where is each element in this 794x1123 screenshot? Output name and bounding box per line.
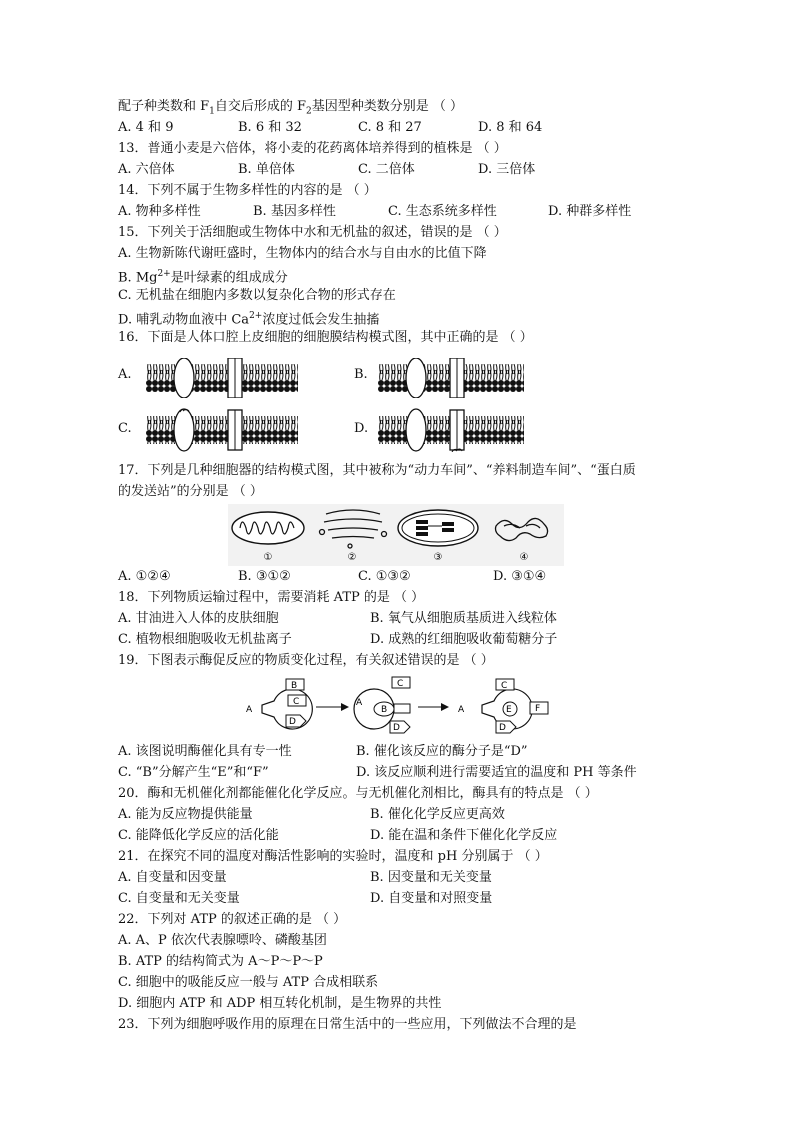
q17-options: [118, 566, 688, 587]
q16-row-2: [118, 402, 688, 456]
q16-label-c[interactable]: C.: [118, 421, 132, 436]
q13-options: [118, 159, 688, 180]
q15-option-d-text: D. 哺乳动物血液中 Ca: [118, 312, 250, 328]
q14-option-d[interactable]: D. 种群多样性: [548, 204, 632, 219]
q12-stem: [118, 96, 688, 117]
q19-option-d[interactable]: D. 该反应顺利进行需要适宜的温度和 PH 等条件: [356, 765, 637, 780]
organelle-label-1: ①: [263, 552, 273, 563]
q15-option-b[interactable]: [118, 264, 688, 285]
substrate-label-c: C: [293, 697, 300, 707]
q17-option-d[interactable]: D. ③①④: [493, 569, 547, 584]
q13-option-a[interactable]: A. 六倍体: [118, 162, 175, 177]
q12-option-d[interactable]: D. 8 和 64: [478, 120, 543, 135]
q20-options-2: [118, 825, 688, 846]
q12-sub-1: 1: [209, 106, 215, 117]
q19-stem: 19．下图表示酶促反应的物质变化过程，有关叙述错误的是 （ ）: [118, 653, 494, 668]
membrane-diagram-b: [378, 358, 524, 398]
q12-stem-a: 配子种类数和 F: [118, 99, 210, 114]
q22-option-d[interactable]: D. 细胞内 ATP 和 ADP 相互转化机制，是生物界的共性: [118, 996, 442, 1011]
q18-options-1: [118, 608, 688, 629]
q20-option-a[interactable]: A. 能为反应物提供能量: [118, 807, 253, 822]
q19-options-2: [118, 762, 688, 783]
q22-option-c[interactable]: C. 细胞中的吸能反应一般与 ATP 合成相联系: [118, 975, 379, 990]
q13-option-c[interactable]: C. 二倍体: [358, 162, 415, 177]
membrane-diagram-d: [378, 408, 524, 452]
q22-option-b[interactable]: B. ATP 的结构简式为 A～P～P～P: [118, 954, 323, 969]
q15-option-a[interactable]: A. 生物新陈代谢旺盛时，生物体内的结合水与自由水的比值下降: [118, 246, 487, 261]
q15-stem: 15．下列关于活细胞或生物体中水和无机盐的叙述，错误的是 （ ）: [118, 225, 507, 240]
enzyme-label-a-2: A: [356, 698, 363, 708]
substrate-label-d: D: [289, 717, 296, 727]
complex-label-b: B: [381, 705, 388, 715]
q14-option-c[interactable]: C. 生态系统多样性: [388, 204, 497, 219]
q16-label-d[interactable]: D.: [354, 421, 369, 436]
q17-option-b[interactable]: B. ③①②: [238, 569, 291, 584]
q20-option-c[interactable]: C. 能降低化学反应的活化能: [118, 828, 279, 843]
q21-options-1: [118, 867, 688, 888]
q14-stem: 14．下列不属于生物多样性的内容的是 （ ）: [118, 183, 377, 198]
q19-figure: [118, 675, 688, 741]
enzyme-reaction-diagram: [232, 675, 572, 741]
organelle-diagram: [228, 504, 564, 566]
q12-sub-2: 2: [306, 106, 312, 117]
q15-option-b-rest: 是叶绿素的组成成分: [170, 270, 288, 286]
q15-option-d-sup: 2+: [249, 311, 263, 321]
q21-stem: 21．在探究不同的温度对酶活性影响的实验时，温度和 pH 分别属于 （ ）: [118, 849, 548, 864]
q15-option-c[interactable]: C. 无机盐在细胞内多数以复杂化合物的形式存在: [118, 288, 396, 303]
q16-row-1: [118, 348, 688, 402]
substrate-label-d-3: D: [499, 723, 506, 733]
substrate-label-c-2: C: [397, 679, 404, 689]
exam-page: [118, 96, 688, 1035]
q17-stem-2: 的发送站”的分别是 （ ）: [118, 484, 263, 499]
q17-option-c[interactable]: C. ①③②: [358, 569, 411, 584]
q18-option-a[interactable]: A. 甘油进入人体的皮肤细胞: [118, 611, 279, 626]
organelle-label-2: ②: [347, 552, 357, 563]
q19-option-b[interactable]: B. 催化该反应的酶分子是“D”: [356, 744, 528, 759]
q14-option-a[interactable]: A. 物种多样性: [118, 204, 201, 219]
product-label-f: F: [535, 704, 541, 714]
enzyme-label-a-3: A: [458, 705, 465, 715]
q17-option-a[interactable]: A. ①②④: [118, 569, 171, 584]
q16-label-a[interactable]: A.: [118, 367, 132, 382]
q22-option-a[interactable]: A. A、P 依次代表腺嘌呤、磷酸基团: [118, 933, 327, 948]
chloroplast-icon: [398, 510, 478, 546]
q23-stem: 23．下列为细胞呼吸作用的原理在日常生活中的一些应用，下列做法不合理的是: [118, 1017, 577, 1032]
q15-option-b-text: B. Mg: [118, 270, 158, 286]
q15-option-d-rest: 浓度过低会发生抽搐: [262, 312, 380, 328]
q20-stem: 20．酶和无机催化剂都能催化化学反应。与无机催化剂相比，酶具有的特点是 （ ）: [118, 786, 598, 801]
q12-stem-b: 自交后形成的 F: [214, 99, 307, 114]
q21-option-b[interactable]: B. 因变量和无关变量: [370, 870, 492, 885]
q16-stem: 16．下面是人体口腔上皮细胞的细胞膜结构模式图，其中正确的是 （ ）: [118, 330, 533, 345]
q19-option-c[interactable]: C. “B”分解产生“E”和“F”: [118, 765, 269, 780]
substrate-label-c-3: C: [501, 681, 508, 691]
q20-options-1: [118, 804, 688, 825]
organelle-label-4: ④: [519, 552, 529, 563]
product-label-e: E: [506, 705, 512, 715]
organelle-label-3: ③: [433, 552, 443, 563]
q15-option-b-sup: 2+: [157, 269, 171, 279]
q21-option-d[interactable]: D. 自变量和对照变量: [370, 891, 493, 906]
q16-label-b[interactable]: B.: [354, 367, 368, 382]
q19-option-a[interactable]: A. 该图说明酶催化具有专一性: [118, 744, 292, 759]
substrate-label-d-2: D: [393, 723, 400, 733]
q21-option-a[interactable]: A. 自变量和因变量: [118, 870, 227, 885]
q12-option-a[interactable]: A. 4 和 9: [118, 120, 174, 135]
q13-stem: 13．普通小麦是六倍体，将小麦的花药离体培养得到的植株是 （ ）: [118, 141, 507, 156]
q12-option-b[interactable]: B. 6 和 32: [238, 120, 302, 135]
q20-option-d[interactable]: D. 能在温和条件下催化化学反应: [370, 828, 558, 843]
q18-option-d[interactable]: D. 成熟的红细胞吸收葡萄糖分子: [370, 632, 558, 647]
q17-figure: [118, 504, 688, 566]
q14-option-b[interactable]: B. 基因多样性: [253, 204, 336, 219]
enzyme-label-a: A: [246, 705, 253, 715]
q12-options: [118, 117, 688, 138]
q18-option-b[interactable]: B. 氧气从细胞质基质进入线粒体: [370, 611, 557, 626]
q12-option-c[interactable]: C. 8 和 27: [358, 120, 422, 135]
q13-option-b[interactable]: B. 单倍体: [238, 162, 295, 177]
q13-option-d[interactable]: D. 三倍体: [478, 162, 536, 177]
q19-options-1: [118, 741, 688, 762]
q18-stem: 18．下列物质运输过程中，需要消耗 ATP 的是 （ ）: [118, 590, 425, 605]
q18-options-2: [118, 629, 688, 650]
q21-option-c[interactable]: C. 自变量和无关变量: [118, 891, 240, 906]
q17-stem-1: 17．下列是几种细胞器的结构模式图，其中被称为“动力车间”、“养料制造车间”、“蛋白质: [118, 463, 636, 478]
q20-option-b[interactable]: B. 催化化学反应更高效: [370, 807, 505, 822]
membrane-diagram-a: [146, 358, 298, 398]
q22-stem: 22．下列对 ATP 的叙述正确的是 （ ）: [118, 912, 347, 927]
substrate-label-b: B: [291, 681, 298, 691]
mitochondrion-icon: [232, 512, 304, 544]
q21-options-2: [118, 888, 688, 909]
q12-stem-c: 基因型种类数分别是 （ ）: [311, 99, 464, 114]
q18-option-c[interactable]: C. 植物根细胞吸收无机盐离子: [118, 632, 292, 647]
q15-option-d[interactable]: [118, 306, 688, 327]
q14-options: [118, 201, 688, 222]
membrane-diagram-c: [146, 408, 298, 452]
